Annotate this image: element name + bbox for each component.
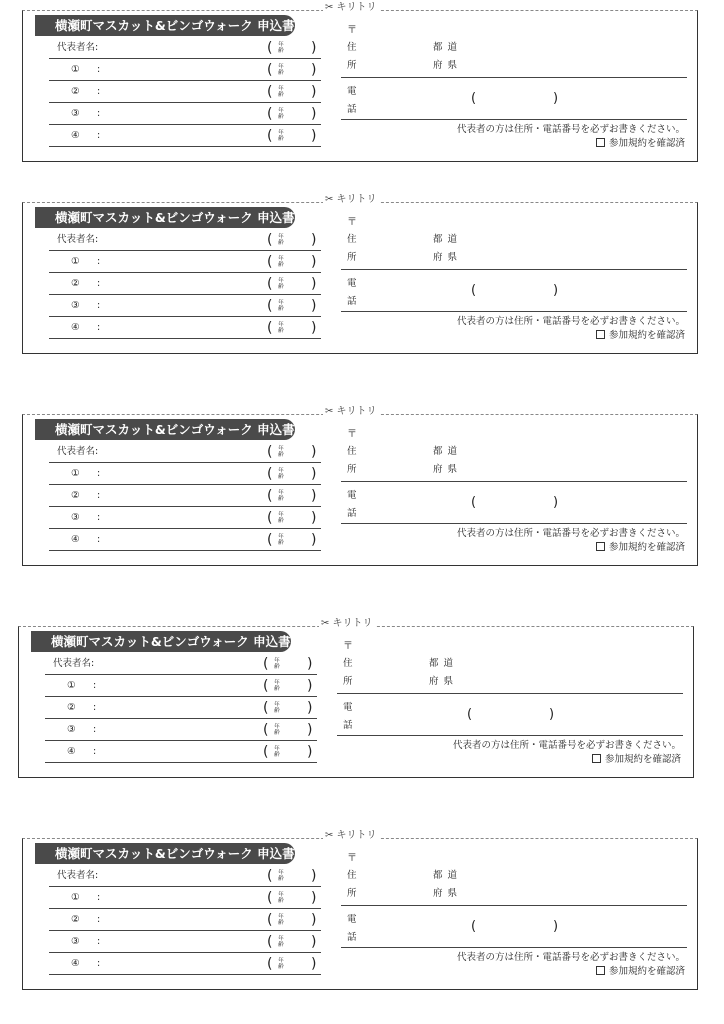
rep-row[interactable]: [49, 229, 321, 251]
terms-checkbox[interactable]: [596, 330, 605, 339]
age-close: ): [311, 956, 317, 972]
age-open: (: [267, 532, 273, 548]
postal-mark: 〒: [347, 429, 357, 440]
member-number: ④: [67, 746, 76, 757]
age-label: 年齢: [278, 892, 284, 904]
prefecture-bottom: 府県: [429, 676, 459, 687]
contact-section: [341, 11, 691, 161]
member-row[interactable]: [49, 59, 321, 81]
member-row[interactable]: [49, 251, 321, 273]
terms-check[interactable]: [596, 963, 685, 977]
tel-field[interactable]: [341, 523, 687, 524]
age-close: ): [307, 700, 313, 716]
member-row[interactable]: [49, 317, 321, 339]
member-colon: :: [97, 936, 101, 947]
age-label: 年齢: [278, 108, 284, 120]
member-number: ④: [71, 958, 80, 969]
age-label: 年齢: [278, 256, 284, 268]
member-colon: :: [97, 914, 101, 925]
member-row[interactable]: [49, 273, 321, 295]
form-title: 横瀬町マスカット&ビンゴウォーク 申込書: [31, 631, 291, 652]
prefecture-bottom: 府県: [433, 888, 463, 899]
age-open: (: [263, 722, 269, 738]
tel-paren-close: ): [553, 495, 559, 510]
age-open: (: [263, 678, 269, 694]
member-number: ③: [71, 936, 80, 947]
age-open: (: [267, 62, 273, 78]
terms-checkbox[interactable]: [592, 754, 601, 763]
member-number: ③: [71, 300, 80, 311]
age-label: 年齢: [278, 300, 284, 312]
participant-list: [49, 229, 321, 339]
address-label: 住 所: [343, 658, 353, 687]
age-open: (: [267, 232, 273, 248]
member-colon: :: [97, 490, 101, 501]
participant-list: [45, 653, 317, 763]
tel-field[interactable]: [337, 735, 683, 736]
note-text: 代表者の方は住所・電話番号を必ずお書きください。: [456, 952, 685, 963]
member-number: ①: [71, 892, 80, 903]
member-colon: :: [97, 958, 101, 969]
member-row[interactable]: [49, 909, 321, 931]
member-colon: :: [97, 130, 101, 141]
age-close: ): [311, 254, 317, 270]
age-open: (: [267, 128, 273, 144]
age-close: ): [311, 444, 317, 460]
member-row[interactable]: [49, 125, 321, 147]
postal-mark: 〒: [347, 853, 357, 864]
note-text: 代表者の方は住所・電話番号を必ずお書きください。: [456, 124, 685, 135]
age-label: 年齢: [278, 86, 284, 98]
tel-paren-open: (: [471, 91, 477, 106]
age-open: (: [263, 744, 269, 760]
age-close: ): [311, 868, 317, 884]
application-form: [18, 618, 694, 778]
terms-checkbox[interactable]: [596, 542, 605, 551]
postal-mark: 〒: [343, 641, 353, 652]
age-label: 年齢: [278, 64, 284, 76]
age-open: (: [267, 890, 273, 906]
prefecture-top: 都道: [433, 42, 463, 53]
age-open: (: [267, 912, 273, 928]
member-row[interactable]: [49, 485, 321, 507]
form-title: 横瀬町マスカット&ビンゴウォーク 申込書: [35, 419, 295, 440]
member-number: ②: [71, 278, 80, 289]
scissors-icon: ✂ キリトリ: [321, 618, 373, 629]
age-close: ): [311, 276, 317, 292]
age-label: 年齢: [278, 914, 284, 926]
rep-label: 代表者名:: [57, 42, 99, 53]
member-row[interactable]: [49, 953, 321, 975]
contact-section: [341, 203, 691, 353]
prefecture-top: 都道: [433, 234, 463, 245]
rep-label: 代表者名:: [53, 658, 95, 669]
member-colon: :: [97, 892, 101, 903]
age-open: (: [267, 106, 273, 122]
tel-paren-open: (: [471, 495, 477, 510]
address-field[interactable]: [341, 481, 687, 482]
member-colon: :: [97, 86, 101, 97]
rep-row[interactable]: [49, 865, 321, 887]
age-open: (: [267, 254, 273, 270]
note-text: 代表者の方は住所・電話番号を必ずお書きください。: [452, 740, 681, 751]
member-number: ①: [71, 64, 80, 75]
age-close: ): [311, 320, 317, 336]
age-label: 年齢: [274, 702, 280, 714]
prefecture-top: 都道: [433, 870, 463, 881]
rep-row[interactable]: [49, 37, 321, 59]
member-row[interactable]: [49, 295, 321, 317]
member-colon: :: [97, 256, 101, 267]
age-open: (: [267, 40, 273, 56]
rep-row[interactable]: [49, 441, 321, 463]
application-form: [22, 830, 698, 990]
tel-label: 電 話: [347, 914, 357, 943]
age-close: ): [311, 488, 317, 504]
age-open: (: [267, 956, 273, 972]
member-number: ①: [71, 468, 80, 479]
scissors-icon: ✂ キリトリ: [325, 830, 377, 841]
member-colon: :: [97, 468, 101, 479]
member-colon: :: [93, 680, 97, 691]
member-number: ②: [71, 914, 80, 925]
contact-section: [341, 839, 691, 989]
prefecture-bottom: 府県: [433, 252, 463, 263]
terms-check[interactable]: [592, 751, 681, 765]
contact-section: [341, 415, 691, 565]
application-form: [22, 2, 698, 162]
member-row[interactable]: [49, 81, 321, 103]
member-number: ④: [71, 322, 80, 333]
age-label: 年齢: [278, 958, 284, 970]
tel-label: 電 話: [347, 86, 357, 115]
age-label: 年齢: [278, 130, 284, 142]
tel-paren-open: (: [467, 707, 473, 722]
member-colon: :: [97, 64, 101, 75]
age-close: ): [307, 722, 313, 738]
age-close: ): [311, 84, 317, 100]
age-label: 年齢: [278, 234, 284, 246]
terms-check[interactable]: [596, 135, 685, 149]
member-number: ④: [71, 130, 80, 141]
age-label: 年齢: [274, 680, 280, 692]
member-number: ②: [71, 490, 80, 501]
application-form: [22, 406, 698, 566]
tel-field[interactable]: [341, 119, 687, 120]
contact-section: [337, 627, 687, 777]
member-number: ③: [67, 724, 76, 735]
tel-paren-open: (: [471, 283, 477, 298]
terms-label: 参加規約を確認済: [608, 542, 685, 553]
age-close: ): [311, 62, 317, 78]
scissors-icon: ✂ キリトリ: [325, 194, 377, 205]
member-number: ②: [67, 702, 76, 713]
age-open: (: [267, 466, 273, 482]
age-open: (: [263, 700, 269, 716]
age-open: (: [263, 656, 269, 672]
address-label: 住 所: [347, 234, 357, 263]
member-colon: :: [97, 512, 101, 523]
rep-label: 代表者名:: [57, 870, 99, 881]
prefecture-bottom: 府県: [433, 464, 463, 475]
terms-check[interactable]: [596, 327, 685, 341]
prefecture-top: 都道: [433, 446, 463, 457]
terms-label: 参加規約を確認済: [608, 330, 685, 341]
age-close: ): [311, 128, 317, 144]
age-label: 年齢: [278, 42, 284, 54]
age-close: ): [311, 232, 317, 248]
member-row[interactable]: [45, 719, 317, 741]
rep-row[interactable]: [45, 653, 317, 675]
age-label: 年齢: [274, 724, 280, 736]
prefecture-top: 都道: [429, 658, 459, 669]
rep-label: 代表者名:: [57, 234, 99, 245]
age-close: ): [307, 678, 313, 694]
member-colon: :: [97, 534, 101, 545]
member-number: ①: [67, 680, 76, 691]
tel-label: 電 話: [347, 490, 357, 519]
member-colon: :: [97, 322, 101, 333]
age-close: ): [311, 106, 317, 122]
age-open: (: [267, 276, 273, 292]
age-label: 年齢: [278, 278, 284, 290]
form-title: 横瀬町マスカット&ビンゴウォーク 申込書: [35, 15, 295, 36]
prefecture-bottom: 府県: [433, 60, 463, 71]
address-label: 住 所: [347, 42, 357, 71]
member-colon: :: [97, 108, 101, 119]
member-row[interactable]: [49, 463, 321, 485]
member-number: ②: [71, 86, 80, 97]
postal-mark: 〒: [347, 217, 357, 228]
tel-paren-close: ): [553, 283, 559, 298]
address-field[interactable]: [341, 905, 687, 906]
scissors-icon: ✂ キリトリ: [325, 2, 377, 13]
member-number: ④: [71, 534, 80, 545]
rep-label: 代表者名:: [57, 446, 99, 457]
member-number: ①: [71, 256, 80, 267]
address-label: 住 所: [347, 446, 357, 475]
member-number: ③: [71, 108, 80, 119]
age-open: (: [267, 488, 273, 504]
note-text: 代表者の方は住所・電話番号を必ずお書きください。: [456, 316, 685, 327]
age-close: ): [311, 532, 317, 548]
age-label: 年齢: [278, 870, 284, 882]
age-open: (: [267, 510, 273, 526]
age-open: (: [267, 84, 273, 100]
member-row[interactable]: [49, 887, 321, 909]
terms-label: 参加規約を確認済: [608, 966, 685, 977]
participant-list: [49, 865, 321, 975]
tel-paren-close: ): [553, 91, 559, 106]
member-row[interactable]: [45, 675, 317, 697]
member-colon: :: [97, 300, 101, 311]
age-close: ): [311, 934, 317, 950]
address-field[interactable]: [337, 693, 683, 694]
tel-paren-close: ): [549, 707, 555, 722]
application-form: [22, 194, 698, 354]
member-row[interactable]: [49, 529, 321, 551]
note-text: 代表者の方は住所・電話番号を必ずお書きください。: [456, 528, 685, 539]
age-open: (: [267, 934, 273, 950]
tel-label: 電 話: [347, 278, 357, 307]
tel-label: 電 話: [343, 702, 353, 731]
age-label: 年齢: [278, 490, 284, 502]
terms-checkbox[interactable]: [596, 966, 605, 975]
terms-checkbox[interactable]: [596, 138, 605, 147]
tel-field[interactable]: [341, 947, 687, 948]
age-label: 年齢: [278, 534, 284, 546]
age-label: 年齢: [274, 746, 280, 758]
tel-paren-close: ): [553, 919, 559, 934]
age-open: (: [267, 320, 273, 336]
member-row[interactable]: [45, 741, 317, 763]
age-label: 年齢: [278, 322, 284, 334]
age-open: (: [267, 868, 273, 884]
age-open: (: [267, 444, 273, 460]
address-field[interactable]: [341, 269, 687, 270]
address-label: 住 所: [347, 870, 357, 899]
postal-mark: 〒: [347, 25, 357, 36]
member-colon: :: [97, 278, 101, 289]
age-label: 年齢: [278, 936, 284, 948]
form-title: 横瀬町マスカット&ビンゴウォーク 申込書: [35, 207, 295, 228]
terms-label: 参加規約を確認済: [608, 138, 685, 149]
member-number: ③: [71, 512, 80, 523]
form-title: 横瀬町マスカット&ビンゴウォーク 申込書: [35, 843, 295, 864]
tel-paren-open: (: [471, 919, 477, 934]
tel-field[interactable]: [341, 311, 687, 312]
scissors-icon: ✂ キリトリ: [325, 406, 377, 417]
age-label: 年齢: [278, 512, 284, 524]
member-colon: :: [93, 746, 97, 757]
address-field[interactable]: [341, 77, 687, 78]
member-row[interactable]: [49, 931, 321, 953]
age-label: 年齢: [274, 658, 280, 670]
age-close: ): [311, 298, 317, 314]
terms-label: 参加規約を確認済: [604, 754, 681, 765]
age-close: ): [307, 744, 313, 760]
age-close: ): [307, 656, 313, 672]
age-label: 年齢: [278, 446, 284, 458]
age-close: ): [311, 890, 317, 906]
age-close: ): [311, 40, 317, 56]
member-colon: :: [93, 702, 97, 713]
member-row[interactable]: [49, 103, 321, 125]
age-label: 年齢: [278, 468, 284, 480]
member-row[interactable]: [49, 507, 321, 529]
age-close: ): [311, 510, 317, 526]
member-colon: :: [93, 724, 97, 735]
age-close: ): [311, 466, 317, 482]
member-row[interactable]: [45, 697, 317, 719]
participant-list: [49, 37, 321, 147]
participant-list: [49, 441, 321, 551]
age-open: (: [267, 298, 273, 314]
age-close: ): [311, 912, 317, 928]
terms-check[interactable]: [596, 539, 685, 553]
